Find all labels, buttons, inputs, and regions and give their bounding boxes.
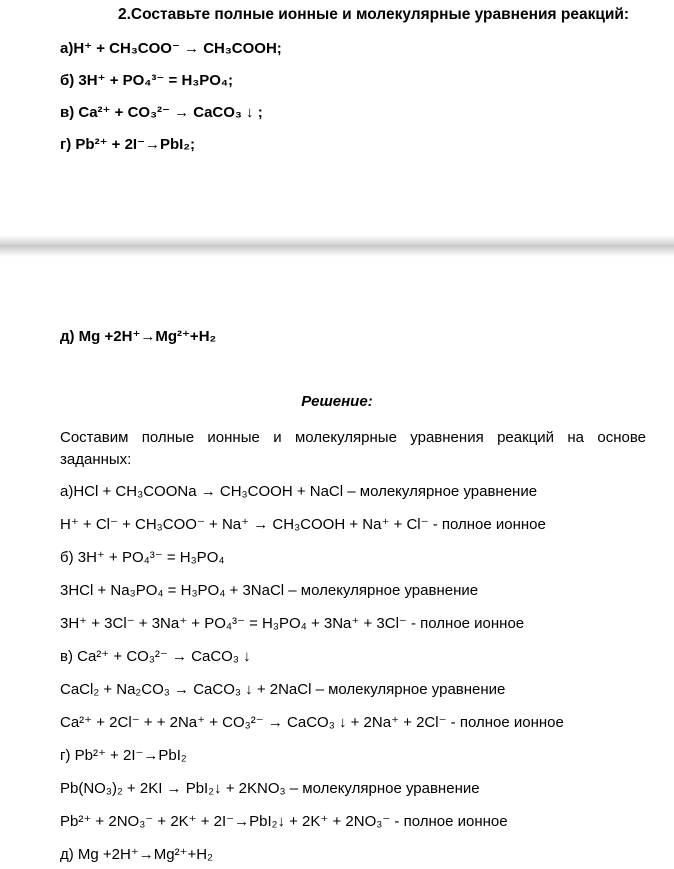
task-title: 2.Составьте полные ионные и молекулярные уравнения реакций:	[118, 6, 630, 23]
solution-line: в) Ca²⁺ + CO₃²⁻ → CaCO₃ ↓	[60, 648, 251, 665]
solution-intro: Составим полные ионные и молекулярные уравнения реакций на основе заданных:	[60, 429, 646, 468]
solution-line: 3HCl + Na₃PO₄ = H₃PO₄ + 3NaCl – молекулярное уравнение	[60, 582, 479, 599]
task-section	[0, 0, 674, 235]
solution-line: д) Mg +2H⁺→Mg²⁺+H₂	[60, 846, 213, 863]
solution-line: а)HCl + CH₃COONa → CH₃COOH + NaCl – молекулярное уравнение	[60, 483, 538, 500]
solution-line: Pb(NO₃)₂ + 2KI → PbI₂↓ + 2KNO₃ – молекулярное уравнение	[60, 780, 480, 797]
task-item-d: д) Mg +2H⁺→Mg²⁺+H₂	[60, 328, 217, 345]
solution-line: CaCl₂ + Na₂CO₃ → CaCO₃ ↓ + 2NaCl – молекулярное уравнение	[60, 681, 506, 698]
task-item-b: б) 3H⁺ + PO₄³⁻ = H₃PO₄;	[60, 72, 234, 89]
task-item-v: в) Ca²⁺ + CO₃²⁻ → CaCO₃ ↓ ;	[60, 104, 263, 121]
solution-line: Pb²⁺ + 2NO₃⁻ + 2K⁺ + 2I⁻→PbI₂↓ + 2K⁺ + 2NO₃⁻ - полное ионное	[60, 813, 508, 830]
solution-line: г) Pb²⁺ + 2I⁻→PbI₂	[60, 747, 187, 764]
task-item-a: а)H⁺ + CH₃COO⁻ → CH₃COOH;	[60, 40, 282, 57]
solution-line: Ca²⁺ + 2Cl⁻ + + 2Na⁺ + CO₃²⁻ → CaCO₃ ↓ + 2Na⁺ + 2Cl⁻ - полное ионное	[60, 714, 564, 731]
solution-heading: Решение:	[301, 393, 373, 410]
solution-line: 3H⁺ + 3Cl⁻ + 3Na⁺ + PO₄³⁻ = H₃PO₄ + 3Na⁺ + 3Cl⁻ - полное ионное	[60, 615, 525, 632]
solution-line: H⁺ + Cl⁻ + CH₃COO⁻ + Na⁺ → CH₃COOH + Na⁺ + Cl⁻ - полное ионное	[60, 516, 546, 533]
task-item-g: г) Pb²⁺ + 2I⁻→PbI₂;	[60, 136, 196, 153]
solution-section	[0, 257, 674, 869]
solution-line: б) 3H⁺ + PO₄³⁻ = H₃PO₄	[60, 549, 225, 566]
page-separator	[0, 235, 674, 257]
